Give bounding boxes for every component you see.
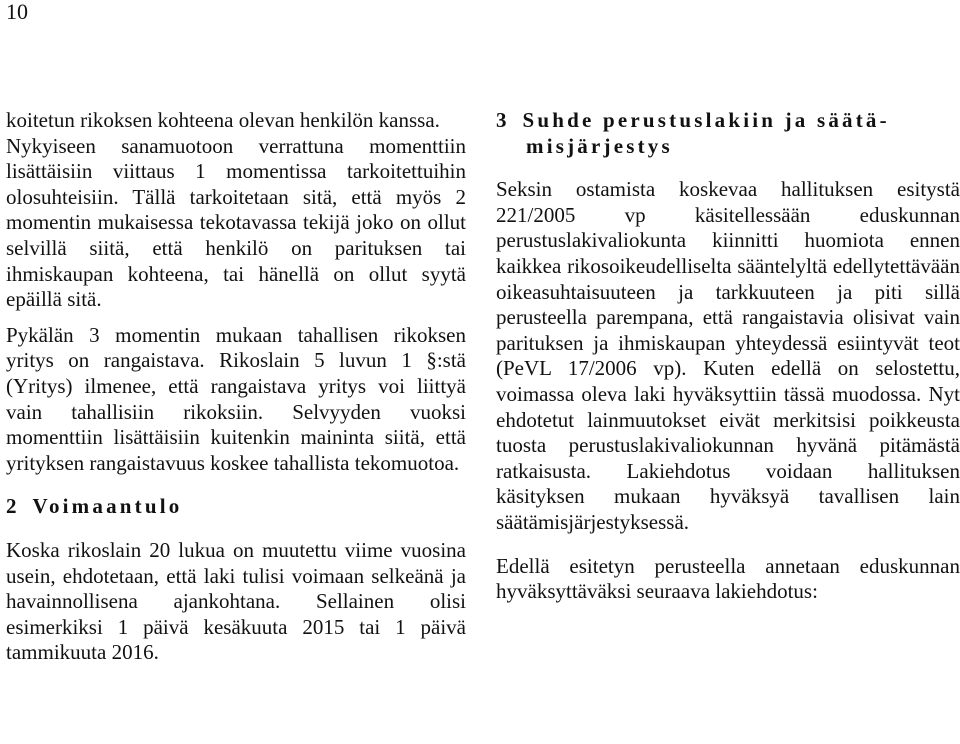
right-paragraph-1: Seksin ostamista koskevaa hallituksen esitystä 221/2005 vp käsitellessään eduskunnan perustuslakivaliokunta kiinnitti huomiota ennen kaikkea rikosoikeudelliselta sääntelyltä edellytettävään oikeasuhtaisuuteen ja tarkkuuteen ja piti sillä perusteella parempana, että rangaistavia olisivat vain parituksen ja ihmiskaupan yhteydessä esiintyvät teot (PeVL 17/2006 vp). Kuten edellä on selostettu, voimassa oleva laki hyväksyttiin tässä muodossa. Nyt ehdotetut lainmuutokset eivät merkitsisi poikkeusta tuosta perustuslakivaliokunnan hyvänä pitämästä ratkaisusta. Lakiehdotus voidaan hallituksen käsityksen mukaan hyväksyä tavallisen lain säätämisjärjestyksessä. — [496, 177, 960, 534]
left-paragraph-1: koitetun rikoksen kohteena olevan henkilön kanssa. — [6, 108, 440, 132]
left-paragraph-2: Nykyiseen sanamuotoon verrattuna momenttiin lisättäisiin viittaus 1 momentissa tarkoitettuihin olosuhteisiin. Tällä tarkoitetaan sitä, että myös 2 momentin mukaisessa tekotavassa tekijä joko on ollut selvillä siitä, että henkilö on parituksen tai ihmiskaupan kohteena, tai hänellä on ollut syytä epäillä sitä. — [6, 133, 466, 312]
right-paragraph-2: Edellä esitetyn perusteella annetaan eduskunnan hyväksyttäväksi seuraava lakiehdotus: — [496, 553, 960, 604]
section-heading-number: 3 — [496, 108, 507, 132]
section-heading-voimaantulo — [6, 494, 466, 520]
left-paragraph-4: Koska rikoslain 20 lukua on muutettu viime vuosina usein, ehdotetaan, että laki tulisi voimaan selkeänä ja havainnollisena ajankohtana. Sellainen olisi esimerkiksi 1 päivä kesäkuuta 2015 tai 1 päivä tammikuuta 2016. — [6, 537, 466, 665]
page-number: 10 — [6, 0, 28, 24]
section-heading-perustuslaki — [496, 108, 960, 159]
right-column — [496, 108, 960, 605]
section-heading-text: Voimaantulo — [32, 494, 183, 519]
left-paragraph-3: Pykälän 3 momentin mukaan tahallisen rikoksen yritys on rangaistava. Rikoslain 5 luvun 1 §:stä (Yritys) ilmenee, että rangaistava yritys voi liittyä vain tahallisiin rikoksiin. Selvyyden vuoksi momenttiin lisättäisiin kuitenkin maininta siitä, että yrityksen rangaistavuus koskee tahallista tekomuotoa. — [6, 322, 466, 475]
section-heading-text: Suhde perustuslakiin ja säätämisjärjestys — [522, 108, 887, 158]
section-heading-number: 2 — [6, 494, 17, 519]
left-column — [6, 108, 466, 666]
